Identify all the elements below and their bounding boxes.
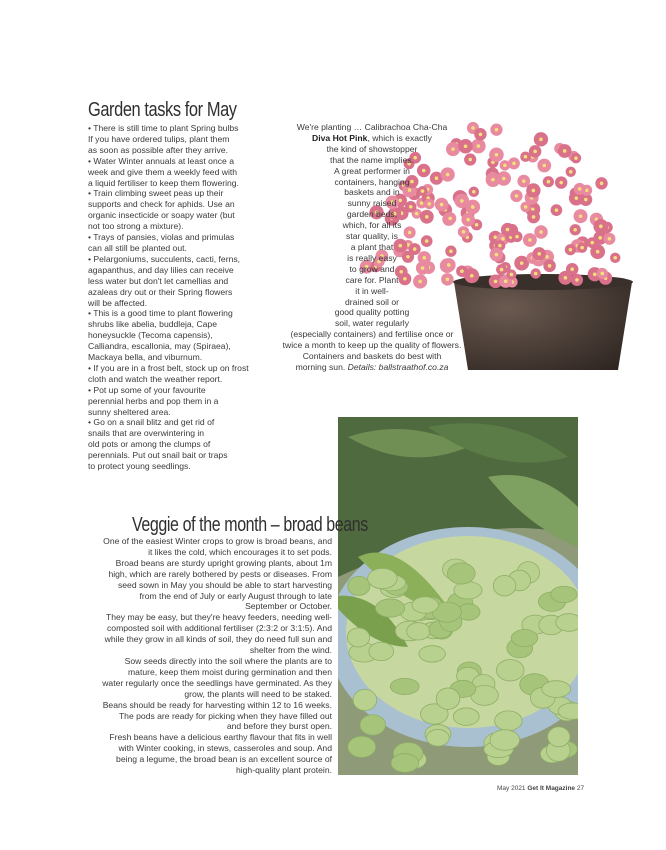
broad-bean [426,729,449,746]
planting-line: that the name implies. [329,154,415,165]
veggie-line: composted soil with additional fertiliser (2:3:2 or 3:1:5). And [107,623,332,634]
calibrachoa-flower [490,248,504,262]
calibrachoa-flower [533,247,546,260]
veggie-line: it likes the cold, which encourages it to set pods. [148,546,332,557]
calibrachoa-flower [529,145,542,158]
veggie-line: grow, the plants will need to be staked. [184,688,332,699]
veggie-line: while they grow in all kinds of soil, they do need full sun and [104,634,332,645]
calibrachoa-flower [501,223,514,236]
planting-line: star quality, is [346,231,398,242]
veggie-line: shelter from the wind. [249,645,332,656]
planting-line: sunny raised [347,198,397,209]
garden-task-line: cloth and watch the weather report. [88,373,223,384]
planting-line: twice a month to keep up the quality of flowers. [282,340,462,351]
planting-line: which, for all its [342,220,402,231]
garden-task-line: a liquid fertiliser to keep them flowering. [88,177,239,188]
calibrachoa-flower [558,271,572,285]
veggie-line: Sow seeds directly into the soil where the plants are to [124,655,332,666]
calibrachoa-flower [520,151,530,161]
garden-task-line: Calliandra, escallonia, may (Spiraea), [88,341,231,352]
veggie-body [86,536,332,776]
garden-task-line: • Trays of pansies, violas and primulas [88,232,235,243]
calibrachoa-flower [534,132,548,146]
broad-bean [348,736,376,757]
garden-task-line: to protect young seedlings. [88,461,191,472]
garden-task-line: If you have ordered tulips, plant them [88,133,230,144]
planting-after-name: , which is exactly [367,132,432,143]
planting-line: Containers and baskets do best with [302,351,442,362]
calibrachoa-flower [510,190,522,202]
calibrachoa-flower [534,225,548,239]
garden-task-line: • Pot up some of your favourite [88,384,206,395]
broad-bean [511,630,537,647]
calibrachoa-flower [597,268,608,279]
broad-bean [542,681,571,698]
planting-line: it in well- [355,285,389,296]
broad-bean [556,614,578,632]
calibrachoa-flower [508,157,520,169]
calibrachoa-flower [490,124,502,136]
garden-task-item [88,123,278,156]
garden-task-line: supports and check for aphids. Use an [88,199,235,210]
planting-line: care for. Plant [345,274,399,285]
garden-task-line: snails that are overwintering in [88,428,205,439]
calibrachoa-flower [571,153,581,163]
planting-line: A great performer in [334,165,410,176]
calibrachoa-flower [566,167,576,177]
planting-line: containers, hanging [334,176,410,187]
planting-line: the kind of showstopper [326,143,418,154]
calibrachoa-flower [537,159,551,173]
broad-bean [495,711,522,731]
garden-task-item [88,156,278,189]
footer-magazine: Get It Magazine [527,785,576,792]
planting-feature [262,122,482,373]
garden-task-item [88,385,278,418]
garden-tasks-list [88,123,278,472]
veggie-line: water regularly once the seedlings have germinated. As they [102,677,332,688]
garden-task-line: old pots or among the clumps of [88,439,211,450]
garden-tasks-title: Garden tasks for May [88,99,237,121]
broad-bean [496,660,524,681]
calibrachoa-flower [558,144,572,158]
garden-task-item [88,363,278,385]
broad-beans-photo [338,417,578,775]
veggie-line: September or October. [245,601,332,612]
calibrachoa-flower [512,231,523,242]
calibrachoa-flower [527,211,540,224]
broad-bean [390,678,419,694]
garden-task-item [88,254,278,309]
planting-intro: We're planting … Calibrachoa Cha-Cha [296,122,448,132]
veggie-line: with Winter cooking, in stews, casseroles and soup. And [118,743,332,754]
calibrachoa-flower [543,260,556,273]
calibrachoa-flower [574,209,588,223]
broad-bean [368,568,398,588]
planting-line: drained soil or [345,296,399,307]
garden-task-item [88,308,278,363]
calibrachoa-flower [523,233,537,247]
broad-bean [353,689,377,710]
broad-bean [453,708,479,725]
broad-bean [407,623,430,640]
garden-task-line: • There is still time to plant Spring bulbs [88,123,239,133]
veggie-line: Beans should be ready for harvesting within 12 to 16 weeks. [102,699,332,710]
broad-bean [548,727,570,747]
garden-task-line: • If you are in a frost belt, stock up on frost [88,362,249,373]
calibrachoa-flower [555,176,567,188]
veggie-title: Veggie of the month – broad beans [132,514,368,536]
broad-bean [436,688,460,710]
planting-line: a plant that [350,241,394,252]
veggie-line: high, which are rarely bothered by pests or diseases. From [108,568,332,579]
broad-bean [447,563,475,584]
page-footer [497,785,584,792]
calibrachoa-flower [526,183,540,197]
calibrachoa-flower [551,204,563,216]
garden-task-line: perennials. Put out snail bait or traps [88,450,228,461]
broad-bean [454,582,482,599]
garden-task-line: organic insecticide or soapy water (but [88,210,235,221]
garden-task-line: • Pelargoniums, succulents, cacti, ferns, [88,253,241,264]
broad-bean [347,628,369,647]
veggie-line: seed sown in May you should be able to start harvesting [117,579,332,590]
garden-task-line: will be affected. [88,297,148,308]
garden-task-line: week and give them a weekly feed with [88,166,238,177]
calibrachoa-flower [506,269,516,279]
calibrachoa-flower [574,183,586,195]
calibrachoa-flower [496,264,507,275]
garden-task-item [88,417,278,472]
calibrachoa-flower [543,176,554,187]
calibrachoa-flower [570,224,581,235]
veggie-line: Fresh beans have a delicious earthy flavour that fits in well [109,732,332,743]
planting-details-link[interactable]: Details: ballstraathof.co.za [347,361,449,372]
garden-task-line: as soon as possible after they arrive. [88,144,228,155]
calibrachoa-flower [531,268,541,278]
broad-bean [391,754,419,773]
broad-bean [412,597,438,613]
calibrachoa-flower [571,274,583,286]
broad-bean [376,599,405,617]
planting-line: baskets and in [344,187,400,198]
veggie-line: Broad beans are sturdy upright growing plants, about 1m [115,557,332,568]
veggie-line: and before they burst open. [226,721,332,732]
broad-bean [490,730,520,751]
veggie-line: They may be easy, but they're heavy feeders, needing well- [106,612,332,623]
garden-task-line: sunny sheltered area. [88,406,171,417]
veggie-line: high-quality plant protein. [235,765,332,776]
planting-line: garden beds, [346,209,398,220]
calibrachoa-flower [610,253,620,263]
broad-bean [369,642,394,660]
veggie-line: mature, keep them moist during germination and then [128,666,332,677]
broad-bean [493,575,516,595]
garden-task-line: Mackaya bella, and viburnum. [88,352,203,363]
broad-bean [419,646,446,662]
calibrachoa-flower [489,147,504,162]
calibrachoa-flower [577,242,587,252]
footer-page-number: 27 [576,785,585,792]
planting-line: good quality potting [334,307,410,318]
calibrachoa-flower [595,177,607,189]
garden-task-line: • Go on a snail blitz and get rid of [88,417,215,428]
planting-line: is really easy [347,252,397,263]
garden-task-line: honeysuckle (Tecoma capensis), [88,330,213,341]
planting-line: soil, water regularly [334,318,410,329]
garden-task-item [88,188,278,232]
veggie-line: The pods are ready for picking when they have filled out [118,710,332,721]
garden-task-line: • This is a good time to plant flowering [88,308,233,319]
calibrachoa-flower [500,160,510,170]
planting-line: to grow and [349,263,395,274]
veggie-line: from the end of July or early August through to late [139,590,332,601]
garden-task-line: can all still be planted out. [88,242,187,253]
calibrachoa-flower [565,244,576,255]
broad-bean [348,576,370,595]
planting-body [262,144,482,362]
calibrachoa-flower [603,233,615,245]
veggie-line: One of the easiest Winter crops to grow is broad beans, and [103,536,332,546]
garden-task-line: agapanthus, and day lilies can receive [88,264,234,275]
plant-name: Diva Hot Pink [312,132,368,143]
garden-task-line: shrubs like abelia, buddleja, Cape [88,319,217,330]
garden-task-item [88,232,278,254]
planting-last-prefix: morning sun. [295,361,346,372]
calibrachoa-flower [590,244,605,259]
footer-date: May 2021 [497,785,526,792]
planting-line: (especially containers) and fertilise once or [290,329,454,340]
garden-task-line: perennial herbs and pop them in a [88,395,219,406]
garden-task-line: not too strong a mixture). [88,221,184,232]
broad-bean [360,715,386,735]
garden-task-line: • Water Winter annuals at least once a [88,155,234,166]
garden-task-line: azaleas dry out or their Spring flowers [88,286,233,297]
veggie-line: being a legume, the broad bean is an excellent source of [116,754,332,765]
calibrachoa-flower [486,172,501,187]
garden-task-line: less water but don't let camellias and [88,275,229,286]
broad-bean [551,586,577,602]
garden-task-line: • Train climbing sweet peas up their [88,188,224,199]
